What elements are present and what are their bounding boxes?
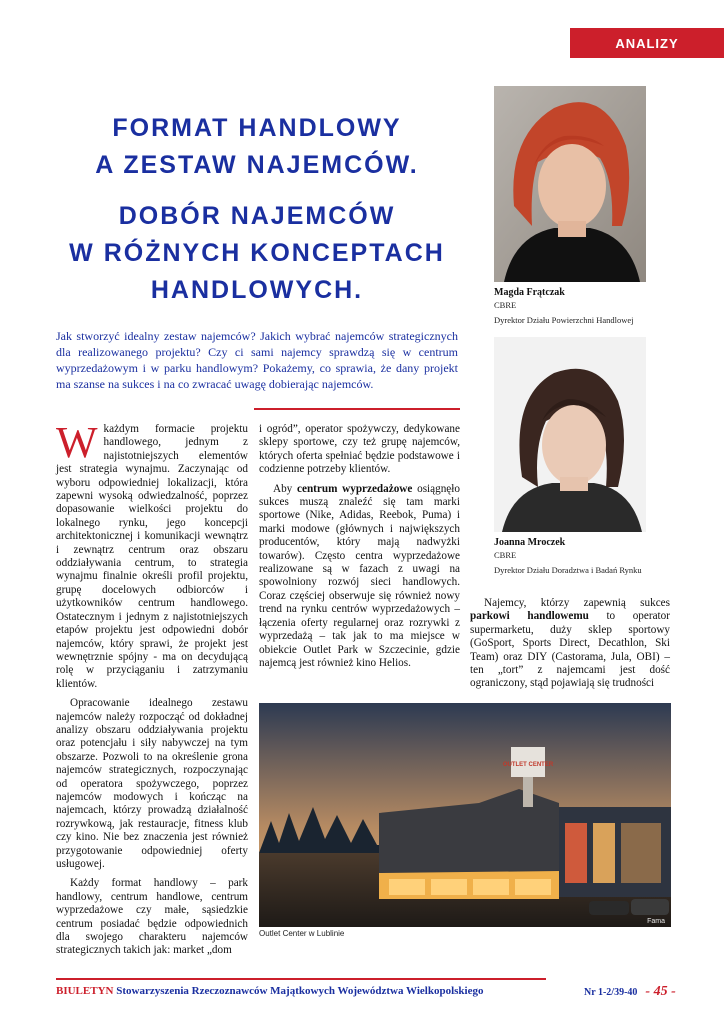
col2-paragraph-2-b: osiągnęło sukces muszą znaleźć się tam marki sportowe (Nike, Adidas, Reebok, Puma) i marki modowe (głównych i największych producentów, który mają nadwyżki towarów). Często centra wyprzedażowe realizowane są w fazach z uwagi na spowolniony rozwój sieci handlowych. Coraz częściej obserwuje się również nowy trend na rynku centrów wyprzedażowych – łączenia oferty regularnej oraz rozrywki z wyprzedażą – tak jak to ma miejsce w obiekcie Outlet Park w Szczecinie, gdzie najemcą jest również kino Helios.	[259, 482, 460, 669]
sign-text: OUTLET CENTER	[502, 762, 554, 768]
photo-watermark: Fama	[647, 918, 665, 925]
col3-paragraph-1-a: Najemcy, którzy zapewnią sukces	[484, 597, 670, 609]
author-name-1: Magda Frątczak	[494, 287, 565, 298]
col1-paragraph-1	[56, 418, 248, 691]
title-line-5: HANDLOWYCH.	[150, 276, 364, 304]
title-line-2: A ZESTAW NAJEMCÓW.	[95, 151, 419, 179]
col2-paragraph-1: i ogród”, operator spożywczy, dedykowane sklepy sportowe, czy też grupę najemców, których oferta spełniać będzie podstawowe i codzienne potrzeby klientów.	[259, 423, 460, 476]
footer-publication	[56, 985, 483, 997]
footer-divider	[56, 978, 546, 980]
author-role-2: Dyrektor Działu Doradztwa i Badań Rynku	[494, 565, 642, 575]
footer-brand: BIULETYN	[56, 985, 114, 997]
building-photo	[259, 703, 671, 927]
col3-bold-term: parkowi handlowemu	[470, 610, 589, 623]
issue-number: Nr 1-2/39-40	[584, 987, 638, 998]
section-label: ANALIZY	[615, 35, 679, 51]
col1-paragraph-3: Każdy format handlowy – park handlowy, centrum handlowe, centrum wyprzedażowe czy małe, sąsiedzkie centrum posiadać będzie odpowiednich dla swojego charakteru najemców strategicznych takich jak: market „dom	[56, 877, 248, 957]
author-role-1: Dyrektor Działu Powierzchni Handlowej	[494, 315, 634, 325]
author-caption-1	[494, 287, 694, 328]
text-column-3	[470, 597, 670, 697]
title-line-4: W RÓŻNYCH KONCEPTACH	[69, 239, 445, 267]
text-column-1	[56, 418, 248, 964]
outlet-center-illustration	[259, 703, 671, 927]
page-number: - 45 -	[645, 984, 676, 999]
col2-paragraph-2-a: Aby	[273, 482, 298, 495]
col3-paragraph-1	[470, 597, 670, 691]
photo-caption: Outlet Center w Lublinie	[259, 929, 345, 938]
portrait-2-drawing	[494, 337, 646, 532]
article-title	[56, 110, 458, 309]
author-photo-1	[494, 86, 646, 282]
col1-paragraph-1-text: każdym formacie projektu handlowego, jednym z najistotniejszych elementów jest strategia wynajmu. Zaczynając od wyboru odpowiedniej lokalizacji, która zapewni wysoką odwiedzalność, poprzez dopasowanie wielkości projektu do lokalnego rynku, jego koncepcji architektonicznej i komunikacji wewnątrz i zewnątrz centrum oraz obszaru oddziaływania centrum, to strategia wynajmu finalnie określi profil projektu, grupę docelowych odbiorców i użytkowników centrum handlowego. Ostatecznym i jednym z najistotniejszych etapów projektu jest odpowiedni dobór najemców, który sprawi, że projekt jest wewnętrznie spójny - ma on decydującą rolę w przyciąganiu i zatrzymaniu klientów.	[56, 423, 248, 690]
text-column-2	[259, 423, 460, 676]
title-spacer	[56, 184, 458, 198]
section-tab	[570, 28, 724, 58]
footer-organization: Stowarzyszenia Rzeczoznawców Majątkowych Województwa Wielkopolskiego	[113, 985, 484, 997]
author-name-2: Joanna Mroczek	[494, 537, 566, 548]
col1-paragraph-2: Opracowanie idealnego zestawu najemców należy rozpocząć od dokładnej analizy obszaru oddziaływania projektu oraz potencjału i siły nabywczej na tym obszarze. Pozwoli to na określenie grona najemców strategicznych, rozpoczynając od operatora spożywczego, poprzez najemców modowych i kończąc na najemcach, którzy prowadzą działalność rozrywkową, jak restauracje, fitness klub czy kino. Nie bez znaczenia jest również przygotowanie odpowiedniej oferty usługowej.	[56, 697, 248, 870]
author-photo-2	[494, 337, 646, 532]
author-company-2: CBRE	[494, 550, 517, 560]
col3-paragraph-1-b: to operator supermarketu, duży sklep sportowy (GoSport, Sports Direct, Decathlon, Ski Team) oraz DIY (Castorama, Jula, OBI) – ten „tort” z najemcami jest dość ograniczony, stąd pojawiają się trudności	[470, 610, 670, 690]
author-company-1: CBRE	[494, 300, 517, 310]
article-lead: Jak stworzyć idealny zestaw najemców? Jakich wybrać najemców strategicznych dla realizowanego projektu? Czy ci sami najemcy sprawdzą się w centrum wyprzedażowym i w parku handlowym? Pokażemy, co sprawia, że dany projekt ma szanse na sukces i na co zwracać uwagę dobierając najemców.	[56, 329, 458, 391]
footer-issue	[584, 984, 676, 1000]
author-caption-2	[494, 537, 694, 578]
col2-bold-term: centrum wyprzedażowe	[297, 482, 413, 495]
title-line-3: DOBÓR NAJEMCÓW	[118, 202, 396, 230]
portrait-1-drawing	[494, 86, 646, 282]
title-line-1: FORMAT HANDLOWY	[112, 114, 402, 142]
drop-cap: W	[56, 418, 98, 467]
col2-paragraph-2	[259, 483, 460, 671]
lead-divider	[254, 408, 460, 410]
